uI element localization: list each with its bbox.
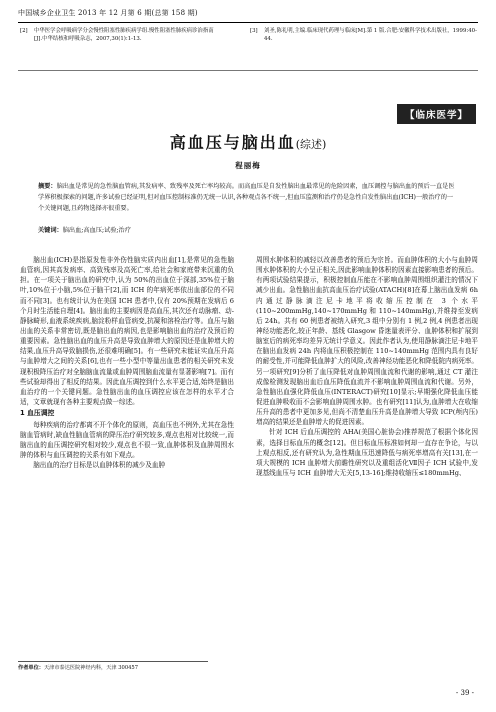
reference-text: 中华医学会呼吸病学分会慢性阻塞性肺疾病学组.慢性阻塞性肺疾病诊治指南[J].中华结核和呼吸杂志，2007,30(1):1-13. — [34, 28, 214, 43]
body-paragraph: 针对 ICH 后血压调控的 AHA(美国心脏协会)推荐规范了根据个体化因素，选择目标血压的概念[12]。但目标血压标准如何却一直存在争论，与以上观点相反,还有研究认为,急性期血压迅速降低与病死率增高有关[13],在一项大规模的 ICH 血肿增大前瞻性研究以及重组活化Ⅶ因子 ICH 试验中,发现基线血压与 ICH 血肿增大无关[5,13-16];维持收缩压≤180mmHg、 — [256, 428, 478, 477]
references-rule — [18, 70, 478, 71]
journal-header: 中国城乡企业卫生 2013 年 12 月第 6 期(总第 158 期) — [18, 9, 198, 17]
abstract — [38, 182, 458, 215]
section-heading: 1 血压调控 — [20, 409, 55, 418]
section-badge: 【临床医学】 — [397, 104, 476, 124]
reference-item — [20, 27, 220, 44]
title-suffix: (综述) — [295, 138, 327, 151]
body-column-left — [20, 255, 234, 470]
keywords — [38, 225, 458, 234]
title-main: 高血压与脑出血 — [169, 133, 296, 152]
body-paragraph: 周围水肿体积的减轻以改善患者的预后为宗旨。而血肿体积的大小与血肿周围水肿体积的大小呈正相关,因此影响血肿体积的因素直接影响患者的预后。有两项试验结果提示，积极控制血压能在不影响血肿周围组织灌注的情况下减少出血。急性脑出血抗高血压治疗试验(ATACH)[8]在幕上脑出血发病 6h 内通过静脉滴注尼卡地平将收缩压控制在 3 个水平(110~200mmHg,140~170mmHg 和 110~140mmHg),并维持至发病后 24h。共有 60 例患者被纳入研究,3 组中分别有 1 例,2 例,4 例患者出现神经功能恶化,较正年龄、基线 Glasgow 昏迷量表评分、血肿体积和扩展到脑室后的病死率均差异无统计学意义。因此作者认为,使用静脉滴注尼卡地平在脑出血发病 24h 内将血压积极控制在 110~140mmHg 范围内具有良好的耐受性,并可能降低血肿扩大的风险,改善神经功能恶化和降低院内病死率。另一项研究[9]分析了血压降低对血肿周围血流和代谢的影响,通过 CT 灌注成像检测发现脑出血后血压降低血流并不影响血肿周围血流和代谢。另外，急性脑出血强化降低血压(INTERACT)研究[10]显示;早期强化降低血压能促进血肿吸收而不会影响血肿周围水肿。也有研究[11]认为,血肿增大在收缩压升高的患者中更加多见,但尚不清楚血压升高是血肿增大导致 ICP(颅内压)增高的结果还是血肿增大的促进因素。 — [256, 256, 478, 427]
body-paragraph: 脑出血(ICH)是指原发性非外伤性脑实质内出血[1],是常见的急性脑血管病,因其高发病率、高致残率及高死亡率,给社会和家庭带来沉重的负担。在一项关于脑出血的研究中,认为 50%的出血位于深部,35%位于脑叶,10%位于小脑,5%位于脑干[2],而 ICH 的年病死率依出血部位的不同而不同[3]。也有统计认为在美国 ICH 患者中,仅有 20%预期在发病后 6 个月时生活能自理[4]。脑出血的主要病因是高血压,其次还有动脉瘤、动-静脉畸形,血液系统疾病,脑淀粉样血管病变,抗凝和溶栓治疗等。血压与脑出血的关系非常密切,既是脑出血的病因,也是影响脑出血的治疗及预后的重要因素。急性脑出血的血压升高是导致血肿增大的原因还是血肿增大的结果,血压升高导致脑损伤,还很难明确[5]。有一些研究未能证实血压升高与血肿增大之间的关系[6],也有一些小型中等量出血患者的相关研究未发现积极降压治疗对全脑脑血流量或血肿周围脑血流量有显著影响[7]。而有些试验却得出了相反的结果。因此血压调控到什么水平更合适,始终是脑出血治疗的一个关键问题。急性脑出血的血压调控应该在怎样的水平才合适，文章就现有各种主要观点做一综述。 — [20, 256, 234, 406]
abstract-label: 摘要： — [38, 183, 57, 190]
references-left — [20, 27, 220, 44]
abstract-text: 脑出血是常见的急性脑血管病,其发病率、致残率及死亡率均较高。而高血压是自发性脑出血最常见的危险因素，血压调控与脑出血的预后一直是医学界积极探索的问题,许多试验已经证明,但对血压控制标准仍无统一认识,各种观点各不统一,但血压监测和治疗仍是急性自发性脑出血(ICH)一般治疗的一个关键问题,且药物选择亦很重要。 — [38, 183, 455, 212]
header-rule — [18, 22, 478, 23]
reference-number: [3] — [250, 28, 258, 34]
body-paragraph: 脑出血的治疗目标是以血肿体积的减少及血肿 — [33, 461, 166, 470]
keywords-label: 关键词： — [38, 227, 63, 234]
reference-text: 刘圣,陈礼明,主编.临床现代药理与临床[M].第 1 版.合肥:安徽科学技术出版社，1999:40-44. — [264, 28, 477, 43]
keywords-text: 脑出血;高血压;试验;治疗 — [62, 227, 131, 234]
article-title — [0, 130, 496, 153]
body-paragraph: 每种疾病的治疗都离不开个体化的原则，高血压也不例外,尤其在急性脑血管病时,缺血性脑血管病的降压治疗研究较多,观点也相对比较统一,而脑出血的血压调控研究相对较少,观点也不很一致,血肿体积及血肿周围水肿的体积与血压调控的关系有如下观点。 — [20, 420, 234, 459]
author-affiliation-footnote — [18, 661, 208, 671]
footnote-text: 天津市泰达医院神经内科，天津 300457 — [43, 665, 139, 671]
reference-number: [2] — [20, 28, 28, 34]
reference-item — [250, 27, 478, 44]
author-name: 程丽梅 — [235, 161, 261, 170]
references-right — [250, 27, 478, 44]
page-number: - 39 - — [455, 689, 474, 697]
body-column-right — [256, 255, 478, 478]
footnote-label: 作者单位： — [18, 665, 44, 671]
